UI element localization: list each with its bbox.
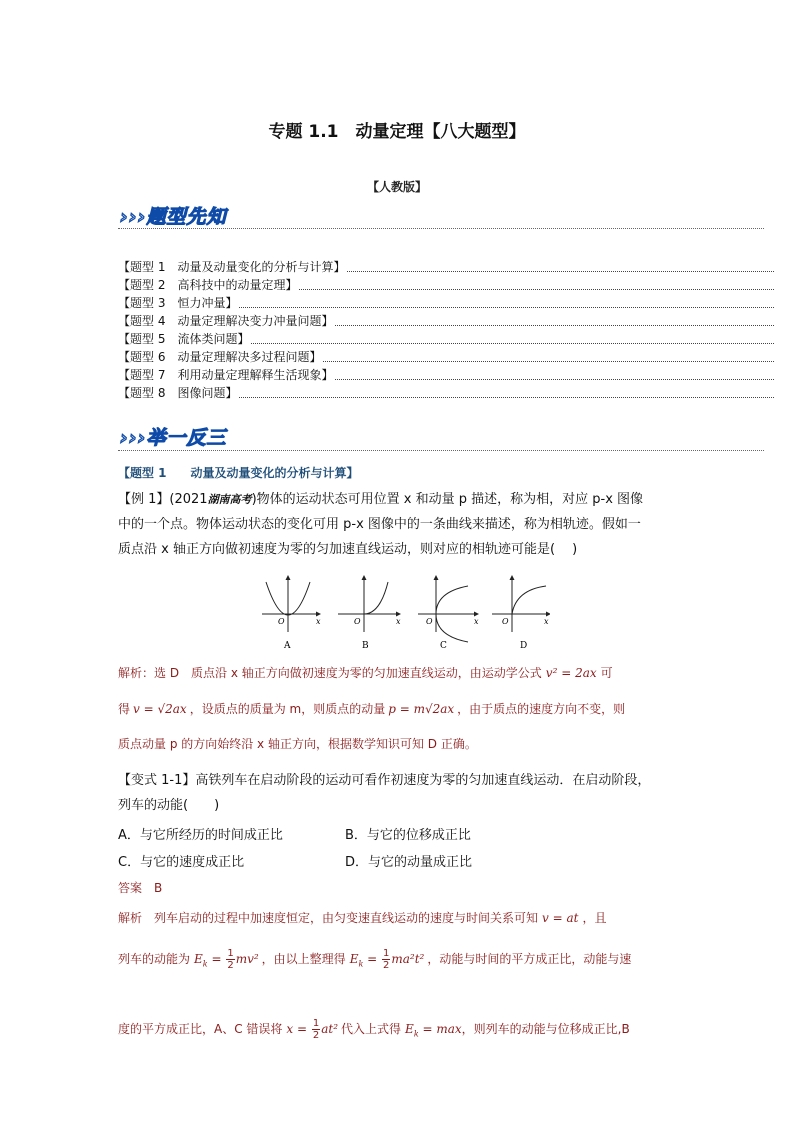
example-1-question [118,487,678,562]
source-stamp: 湖南高考 [207,493,252,506]
divider [118,228,764,229]
graph-label: C [440,641,447,651]
question-line: 中的一个点。物体运动状态的变化可用 p-x 图像中的一条曲线来描述，称为相轨迹。假如一 [118,517,641,532]
origin-label: O [502,617,509,626]
axis-label: x [474,617,479,626]
solution-line: 解析：选 D 质点沿 x 轴正方向做初速度为零的匀加速直线运动，由运动学公式 v² = 2ax 可 [118,666,613,680]
formula: v² = 2ax [545,666,597,680]
formula: v = at [542,911,579,925]
banner-examples: ›››举一反三 [120,427,227,449]
toc-item-3[interactable]: 【题型 3 恒力冲量】 [118,295,774,311]
answer: 答案 B [118,881,163,895]
option-c[interactable]: C．与它的速度成正比 [118,855,245,870]
option-a[interactable]: A．与它所经历的时间成正比 [118,828,283,843]
toc-item-5[interactable]: 【题型 5 流体类问题】 [118,331,774,347]
origin-label: O [354,617,361,626]
toc-item-2[interactable]: 【题型 2 高科技中的动量定理】 [118,277,774,293]
section-heading: 【题型 1 动量及动量变化的分析与计算】 [118,466,359,480]
solution-line: 质点动量 p 的方向始终沿 x 轴正方向，根据数学知识可知 D 正确。 [118,737,477,751]
toc-item-8[interactable]: 【题型 8 图像问题】 [118,385,774,401]
toc-item-7[interactable]: 【题型 7 利用动量定理解释生活现象】 [118,367,774,383]
axis-label: x [396,617,401,626]
solution-line: 得 v = √2ax ，设质点的质量为 m，则质点的动量 p = m√2ax ，由于质点的速度方向不变，则 [118,702,626,716]
explanation-line: 度的平方成正比，A、C 错误将 x = $\frac{1}{2}$ at² 代入上式得 $E_k = \max$，则列车的动能与位移成正比,B [118,1018,630,1041]
graph-c[interactable] [418,576,479,651]
question-line: 【变式 1-1】高铁列车在启动阶段的运动可看作初速度为零的匀加速直线运动．在启动阶段， [118,773,651,788]
fraction: $\frac{1}{2}$ [227,948,234,971]
option-b[interactable]: B．与它的位移成正比 [345,828,471,843]
banner-preview: ›››题型先知 [120,206,227,228]
axis-label: x [544,617,549,626]
graph-b[interactable] [338,576,401,651]
fraction: $\frac{1}{2}$ [383,948,390,971]
divider [118,450,764,451]
explanation-line: 列车的动能为 $E_k$ = $\frac{1}{2}$ mv² ，由以上整理得 $E_k$ = $\frac{1}{2}$ ma²t² ，动能与时间的平方成正比，动能与速 [118,948,632,971]
graph-label: B [362,641,369,651]
question-line: 质点沿 x 轴正方向做初速度为零的匀加速直线运动，则对应的相轨迹可能是( ) [118,542,578,557]
toc-item-1[interactable]: 【题型 1 动量及动量变化的分析与计算】 [118,259,774,275]
toc-item-4[interactable]: 【题型 4 动量定理解决变力冲量问题】 [118,313,774,329]
explanation-line: 解析 列车启动的过程中加速度恒定，由匀变速直线运动的速度与时间关系可知 v = at ，且 [118,911,607,925]
formula: v = √2ax [133,702,187,716]
origin-label: O [278,617,285,626]
graph-d[interactable] [492,576,550,651]
graph-a[interactable] [262,576,321,651]
graph-label: A [284,641,291,651]
page-title: 专题 1.1 动量定理【八大题型】 [268,122,526,142]
fraction: $\frac{1}{2}$ [312,1018,320,1041]
edition-label: 【人教版】 [366,180,427,194]
graph-label: D [520,641,528,651]
origin-label: O [426,617,433,626]
phase-trajectory-graphs [250,570,550,652]
option-d[interactable]: D．与它的动量成正比 [345,855,473,870]
question-line: 列车的动能( ) [118,798,220,813]
formula: p = m√2ax [388,702,455,716]
variant-question [118,768,678,818]
axis-label: x [316,617,321,626]
toc-item-6[interactable]: 【题型 6 动量定理解决多过程问题】 [118,349,774,365]
question-line: 【例 1】(2021湖南高考)物体的运动状态可用位置 x 和动量 p 描述，称为相，对应 p-x 图像 [118,492,644,507]
